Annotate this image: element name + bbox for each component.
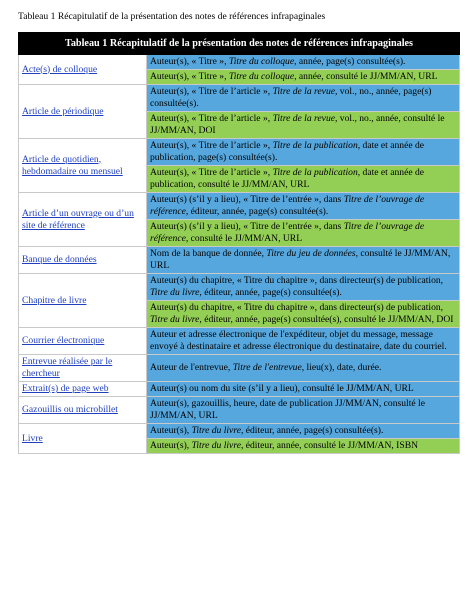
table-row xyxy=(19,274,460,301)
online-format-cell: Auteur(s), « Titre », Titre du colloque, année, consulté le JJ/MM/AN, URL xyxy=(147,70,460,85)
table-body xyxy=(19,55,460,454)
print-format-cell: Auteur(s), « Titre », Titre du colloque, année, page(s) consultée(s). xyxy=(147,55,460,70)
print-format-cell: Auteur(s), « Titre de l’article », Titre de la publication, date et année de publication, page(s) consultée(s). xyxy=(147,139,460,166)
category-link[interactable]: Article de périodique xyxy=(19,85,147,139)
print-format-cell: Auteur et adresse électronique de l'expéditeur, objet du message, message envoyé à destinataire et adresse électronique du destinataire, date du courriel. xyxy=(147,328,460,355)
print-format-cell: Auteur(s) ou nom du site (s’il y a lieu), consulté le JJ/MM/AN, URL xyxy=(147,382,460,397)
category-link[interactable]: Acte(s) de colloque xyxy=(19,55,147,85)
online-format-cell: Auteur(s) (s’il y a lieu), « Titre de l’entrée », dans Titre de l’ouvrage de référence, consulté le JJ/MM/AN, URL xyxy=(147,220,460,247)
category-link[interactable]: Extrait(s) de page web xyxy=(19,382,147,397)
table-header: Tableau 1 Récapitulatif de la présentation des notes de références infrapaginales xyxy=(19,33,460,55)
category-link[interactable]: Article de quotidien, hebdomadaire ou mensuel xyxy=(19,139,147,193)
table-row xyxy=(19,382,460,397)
print-format-cell: Auteur(s) (s’il y a lieu), « Titre de l’entrée », dans Titre de l’ouvrage de référence, éditeur, année, page(s) consultée(s). xyxy=(147,193,460,220)
print-format-cell: Auteur de l'entrevue, Titre de l'entrevue, lieu(x), date, durée. xyxy=(147,355,460,382)
table-row xyxy=(19,193,460,220)
category-link[interactable]: Banque de données xyxy=(19,247,147,274)
table-row xyxy=(19,55,460,70)
print-format-cell: Auteur(s), Titre du livre, éditeur, année, page(s) consultée(s). xyxy=(147,424,460,439)
references-table xyxy=(18,32,460,454)
table-row xyxy=(19,397,460,424)
print-format-cell: Auteur(s), « Titre de l’article », Titre de la revue, vol., no., année, page(s) consultée(s). xyxy=(147,85,460,112)
table-row xyxy=(19,139,460,166)
table-row xyxy=(19,355,460,382)
table-row xyxy=(19,328,460,355)
table-row xyxy=(19,424,460,439)
table-row xyxy=(19,247,460,274)
online-format-cell: Auteur(s), « Titre de l’article », Titre de la revue, vol., no., année, consulté le JJ/MM/AN, DOI xyxy=(147,112,460,139)
print-format-cell: Auteur(s) du chapitre, « Titre du chapitre », dans directeur(s) de publication, Titre du livre, éditeur, année, page(s) consultée(s). xyxy=(147,274,460,301)
category-link[interactable]: Chapitre de livre xyxy=(19,274,147,328)
category-link[interactable]: Livre xyxy=(19,424,147,454)
online-format-cell: Auteur(s), « Titre de l’article », Titre de la publication, date et année de publication, consulté le JJ/MM/AN, URL xyxy=(147,166,460,193)
print-format-cell: Auteur(s), gazouillis, heure, date de publication JJ/MM/AN, consulté le JJ/MM/AN, URL xyxy=(147,397,460,424)
online-format-cell: Auteur(s) du chapitre, « Titre du chapitre », dans directeur(s) de publication, Titre du livre, éditeur, année, page(s) consultée(s), consulté le JJ/MM/AN, DOI xyxy=(147,301,460,328)
category-link[interactable]: Article d’un ouvrage ou d’un site de référence xyxy=(19,193,147,247)
table-header-row xyxy=(19,33,460,55)
category-link[interactable]: Gazouillis ou microbillet xyxy=(19,397,147,424)
online-format-cell: Auteur(s), Titre du livre, éditeur, année, consulté le JJ/MM/AN, ISBN xyxy=(147,439,460,454)
table-caption: Tableau 1 Récapitulatif de la présentation des notes de références infrapaginales xyxy=(18,11,326,22)
category-link[interactable]: Courrier électronique xyxy=(19,328,147,355)
print-format-cell: Nom de la banque de donnée, Titre du jeu de données, consulté le JJ/MM/AN, URL xyxy=(147,247,460,274)
table-row xyxy=(19,85,460,112)
category-link[interactable]: Entrevue réalisée par le chercheur xyxy=(19,355,147,382)
